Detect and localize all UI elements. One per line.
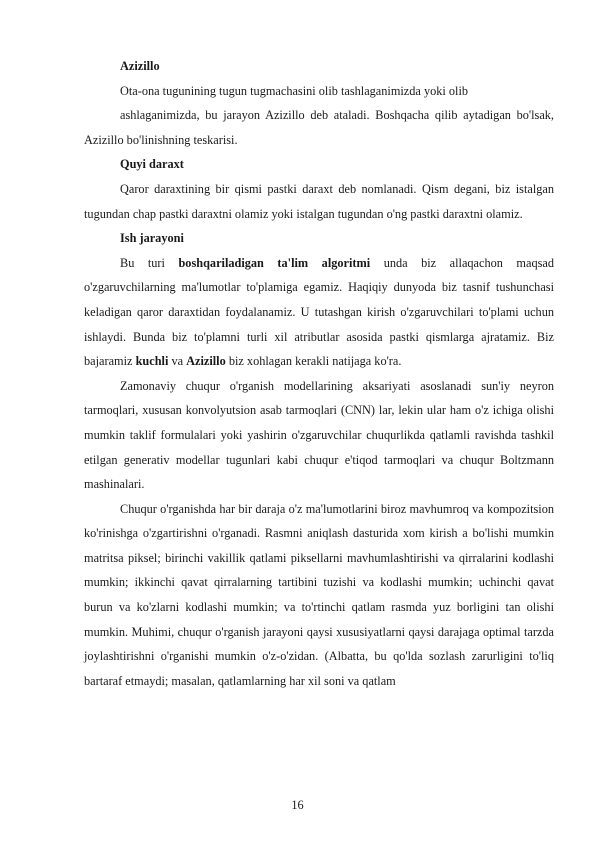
bold-term-kuchli: kuchli (135, 354, 169, 369)
text-run: biz xohlagan kerakli natijaga ko'ra. (225, 354, 402, 369)
paragraph-ish-jarayoni-2: Zamonaviy chuqur o'rganish modellarining aksariyati asoslanadi sun'iy neyron tarmoqlari, xususan konvolyutsion asab tarmoqlari (CNN) lar, lekin ular ham o'z ichiga olishi mumkin taklif formulalari yoki yashirin o'zgaruvchilar chuqurlikda qatlamli ravishda tashkil etilgan generativ modellar tugunlari kabi chuqur e'tiqod tarmoqlari va chuqur Boltzmann mashinalari. (84, 378, 554, 492)
paragraph-ish-jarayoni-3: Chuqur o'rganishda har bir daraja o'z ma'lumotlarini biroz mavhumroq va kompozitsion ko'rinishga o'zgartirishni o'rganadi. Rasmni aniqlash dasturida xom kirish a bo'lishi mumkin matritsa piksel; birinchi vakillik qatlami piksellarni mavhumlashtirishi va qirralarini kodlashi mumkin; ikkinchi qavat qirralarning tartibini tuzishi va kodlashi mumkin; uchinchi qavat burun va ko'zlarni kodlashi mumkin; va to'rtinchi qatlam rasmda yuz borligini tan olishi mumkin. Muhimi, chuqur o'rganish jarayoni qaysi xususiyatlarni qaysi darajaga optimal tarzda joylashtirishni o'rganishi mumkin o'z-o'zidan. (Albatta, bu qo'lda sozlash zarurligini to'liq bartaraf etmaydi; masalan, qatlamlarning har xil soni va qatlam (84, 501, 554, 688)
text-run: va (168, 354, 187, 369)
text-run: unda biz allaqachon maqsad o'zgaruvchilarning ma'lumotlar to'plamiga egamiz. Haqiqiy dunyoda biz tasnif tushunchasi keladigan qaror daraxtidan foydalanamiz. U tutashgan kirish o'zgaruvchilari to'plami uchun ishlaydi. Bunda biz to'plamni turli xil atributlar asosida pastki qismlarga ajratamiz. Biz bajaramiz (84, 255, 554, 369)
paragraph-quyi-daraxt: Qaror daraxtining bir qismi pastki daraxt deb nomlanadi. Qism degani, biz istalgan tugundan chap pastki daraxtni olamiz yoki istalgan tugundan o'ng pastki daraxtni olamiz. (84, 181, 554, 221)
section-heading-quyi-daraxt: Quyi daraxt (120, 157, 184, 172)
section-heading-azizillo: Azizillo (120, 59, 160, 73)
text-run: Bu turi (120, 255, 179, 270)
paragraph-azizillo: ashlaganimizda, bu jarayon Azizillo deb ataladi. Boshqacha qilib aytadigan bo'lsak, Azizillo bo'linishning teskarisi. (84, 108, 554, 147)
bold-term-algorithm: boshqariladigan ta'lim algoritmi (178, 255, 371, 270)
section-heading-ish-jarayoni: Ish jarayoni (120, 231, 184, 246)
paragraph-line: Ota-ona tugunining tugun tugmachasini olib tashlaganimizda yoki olib (120, 83, 469, 98)
page-number: 16 (291, 798, 304, 812)
bold-term-azizillo: Azizillo (186, 354, 226, 369)
document-page (84, 54, 554, 693)
paragraph-ish-jarayoni-1 (84, 251, 554, 374)
